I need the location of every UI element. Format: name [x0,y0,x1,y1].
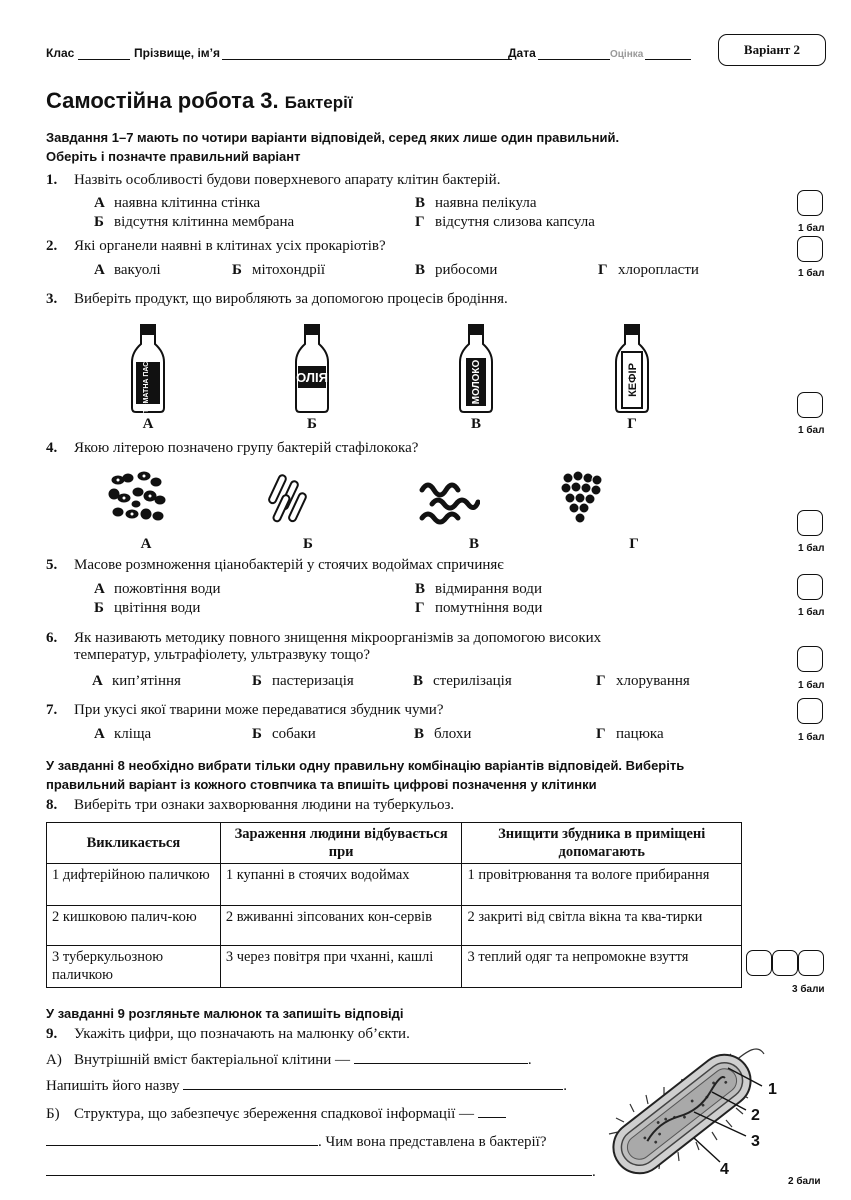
q9-a-text: Внутрішній вміст бактеріальної клітини — [74,1052,351,1068]
question-1 [46,172,500,189]
option-letter: Б [94,600,104,616]
instruction-line: правильний варіант із кожного стовпчика та впишіть цифрові позначення у клітинки [46,777,597,792]
answer-box-6[interactable] [797,646,823,672]
table-row [47,946,742,988]
question-text: Якою літерою позначено групу бактерій стафілокока? [74,440,419,456]
option[interactable] [415,214,595,231]
question-text: Виберіть продукт, що виробляють за допомогою процесів бродіння. [74,291,508,307]
q9-a-label: А) [46,1052,62,1068]
question-number: 3. [46,291,58,307]
option-letter: В [415,581,426,597]
option-letter: Б [232,262,242,278]
option-text: собаки [272,726,316,742]
question-text: Як називають методику повного знищення мікроорганізмів за допомогою високих [74,630,602,646]
tuberculosis-table [46,822,742,988]
table-cell: 1 купанні в стоячих водоймах [220,864,462,906]
answer-box-4[interactable] [797,510,823,536]
points-label: 1 бал [798,543,825,554]
bottle-label: КЕФІР [627,363,639,397]
table-row [47,906,742,946]
bacteria-staphylococci-icon [560,470,604,526]
name-label: Прізвище, ім’я [134,46,221,60]
figure-label-2: 2 [751,1107,760,1124]
question-text: Які органели наявні в клітинах усіх прокаріотів? [74,238,386,254]
points-label: 1 бал [798,223,825,234]
answer-box-2[interactable] [797,236,823,262]
question-7 [46,702,444,719]
option[interactable] [596,726,664,743]
option-text: рибосоми [435,262,498,278]
option-text: відсутня клітинна мембрана [114,214,295,230]
date-label: Дата [508,46,536,60]
answer-box-1[interactable] [797,190,823,216]
option[interactable] [415,262,497,279]
q9-b-question: Чим вона представлена в бактерії? [325,1134,547,1150]
points-label: 2 бали [788,1176,821,1187]
points-label: 1 бал [798,732,825,743]
option-letter: Г [598,262,608,278]
figure-label-1: 1 [768,1081,777,1098]
q9-line-b3: . [46,1162,596,1181]
class-label: Клас [46,46,75,60]
option-text: хлоропласти [618,262,699,278]
header-date [508,42,610,60]
question-3 [46,291,508,308]
question-text: температур, ультрафіолету, ультразвуку тощо? [74,647,371,663]
option-letter[interactable]: Б [303,536,313,552]
option-letter: В [414,726,425,742]
option[interactable] [598,262,699,279]
answer-line-b3[interactable] [46,1162,592,1176]
instruction-part1 [46,128,619,166]
option[interactable] [415,195,537,212]
option-text: хлорування [616,673,690,689]
option-letter: Г [596,726,606,742]
option-text: мітохондрії [252,262,326,278]
option-text: кліща [114,726,152,742]
question-text: При укусі якої тварини може передаватися збудник чуми? [74,702,444,718]
option-text: стерилізація [433,673,512,689]
question-number: 5. [46,557,58,573]
table-cell: 3 через повітря при чханні, кашлі [220,946,462,988]
option[interactable] [415,600,542,617]
instruction-line: Завдання 1–7 мають по чотири варіанти відповідей, серед яких лише один правильний. [46,130,620,145]
option[interactable] [94,195,260,212]
option-text: відмирання води [435,581,542,597]
instruction-part2 [46,756,684,794]
table-cell: 3 теплий одяг та непромокне взуття [462,946,742,988]
answer-line-a[interactable] [354,1050,528,1064]
option-text: помутніння води [435,600,543,616]
grade-label: Оцінка [610,49,644,60]
option[interactable] [414,726,471,743]
table-cell: 1 провітрювання та вологе прибирання [462,864,742,906]
option-letter[interactable]: В [470,416,481,432]
date-field[interactable] [538,46,610,60]
question-number: 8. [46,797,58,813]
table-row [47,864,742,906]
option-letter: Б [252,673,262,689]
question-text: Назвіть особливості будови поверхневого апарату клітин бактерій. [74,172,501,188]
question-number: 1. [46,172,58,188]
option[interactable] [94,726,151,743]
option[interactable] [94,600,200,617]
option-text: пацюка [616,726,664,742]
answer-line-b2[interactable] [46,1132,318,1146]
question-number: 6. [46,630,58,646]
table-cell: 2 закриті від світла вікна та ква-тирки [462,906,742,946]
table-cell: 2 кишковою палич-кою [47,906,221,946]
option-text: блохи [434,726,472,742]
answer-cell-3[interactable] [798,950,824,976]
bottle-tomato-paste-icon [128,322,168,414]
bottle-label: ОЛІЯ [296,370,328,385]
option-text: вакуолі [114,262,161,278]
answer-box-3[interactable] [797,392,823,418]
option-letter: А [94,262,105,278]
instruction-part3: У завданні 9 розгляньте малюнок та запишіть відповіді [46,1006,404,1021]
header-name [134,42,512,60]
table-header-row [47,823,742,864]
table-header: Знищити збудника в приміщені допомагають [462,823,742,864]
title-main: Самостійна робота 3. [46,88,279,113]
option[interactable] [232,262,325,279]
answer-cell-1[interactable] [746,950,772,976]
option[interactable] [415,581,542,598]
answer-line-b[interactable] [478,1104,506,1118]
question-number: 7. [46,702,58,718]
option[interactable] [252,726,316,743]
option[interactable] [596,673,690,690]
answer-box-7[interactable] [797,698,823,724]
option-letter: А [94,726,105,742]
question-number: 9. [46,1026,58,1042]
option-letter: А [94,195,105,211]
q9-name-prompt: Напишіть його назву [46,1078,180,1094]
option[interactable] [94,581,221,598]
option-letter[interactable]: Б [307,416,317,432]
option-letter: Г [415,600,425,616]
option[interactable] [252,673,354,690]
option-letter: А [94,581,105,597]
question-6 [46,630,601,664]
option[interactable] [92,673,181,690]
points-label: 1 бал [798,268,825,279]
bacteria-spirilla-icon [418,478,480,526]
option-letter: Б [252,726,262,742]
question-text: Укажіть цифри, що позначають на малюнку об’єкти. [74,1026,410,1042]
name-field[interactable] [222,46,512,60]
option-text: кип’ятіння [112,673,181,689]
bacteria-diplococci-icon [106,470,168,526]
bacteria-bacilli-icon [264,470,314,528]
variant-badge: Варіант 2 [718,34,826,66]
q9-line-name: Напишіть його назву . [46,1078,567,1094]
answer-cell-2[interactable] [772,950,798,976]
points-label: 1 бал [798,680,825,691]
answer-box-5[interactable] [797,574,823,600]
option-text: пастеризація [272,673,354,689]
option-letter: В [415,195,426,211]
option-letter: Б [94,214,104,230]
option-text: цвітіння води [114,600,201,616]
table-header: Зараження людини відбувається при [220,823,462,864]
class-field[interactable] [78,46,130,60]
option-letter: Г [596,673,606,689]
bacterium-cell-icon [608,1046,804,1180]
option-letter: В [413,673,424,689]
option[interactable] [413,673,512,690]
option-text: наявна пелікула [435,195,537,211]
option[interactable] [94,262,161,279]
option-letter[interactable]: Г [629,536,639,552]
option-letter[interactable]: А [142,416,154,432]
figure-label-3: 3 [751,1133,760,1150]
table-cell: 1 дифтерійною паличкою [47,864,221,906]
bottle-oil-icon [292,322,332,414]
question-text: Виберіть три ознаки захворювання людини на туберкульоз. [74,797,455,813]
answer-line-name[interactable] [183,1076,563,1090]
points-label: 3 бали [792,984,825,995]
option-text: наявна клітинна стінка [114,195,261,211]
table-cell: 3 туберкульозною паличкою [47,946,221,988]
question-text: Масове розмноження ціанобактерій у стоячих водоймах спричиняє [74,557,504,573]
option-letter[interactable]: В [468,536,479,552]
q9-b-text: Структура, що забезпечує збереження спадкової інформації — [74,1106,475,1122]
option-text: відсутня слизова капсула [435,214,595,230]
question-number: 4. [46,440,58,456]
instruction-line: Оберіть і позначте правильний варіант [46,149,301,164]
option-letter: В [415,262,426,278]
grade-field[interactable] [645,46,691,60]
points-label: 1 бал [798,425,825,436]
option-letter[interactable]: А [140,536,152,552]
title-sub: Бактерії [284,93,353,112]
q9-line-b [46,1104,506,1123]
question-9 [46,1026,410,1043]
q9-line-a: А) Внутрішній вміст бактеріальної клітини — . [46,1052,532,1068]
table-cell: 2 вживанні зіпсованих кон-сервів [220,906,462,946]
bottle-milk-icon [456,322,496,414]
header-class [46,42,130,60]
table-header: Викликається [47,823,221,864]
option-letter: Г [415,214,425,230]
bottle-kefir-icon [612,322,652,414]
option-letter[interactable]: Г [627,416,637,432]
option-text: пожовтіння води [114,581,221,597]
figure-label-4: 4 [720,1161,729,1178]
q9-line-b2: . Чим вона представлена в бактерії? [46,1132,547,1151]
question-number: 2. [46,238,58,254]
q9-b-label: Б) [46,1106,60,1122]
option-letter: А [92,673,103,689]
bottle-label: МОЛОКО [471,359,482,405]
option[interactable] [94,214,294,231]
instruction-line: У завданні 8 необхідно вибрати тільки одну правильну комбінацію варіантів відповідей. Виберіть [46,758,685,773]
bottle-label: ТОМАТНА ПАСТА [143,352,150,414]
question-2 [46,238,386,255]
question-4 [46,440,418,457]
header-grade [610,42,691,60]
points-label: 1 бал [798,607,825,618]
question-8 [46,797,454,814]
question-5 [46,557,504,574]
page-title [46,88,353,114]
